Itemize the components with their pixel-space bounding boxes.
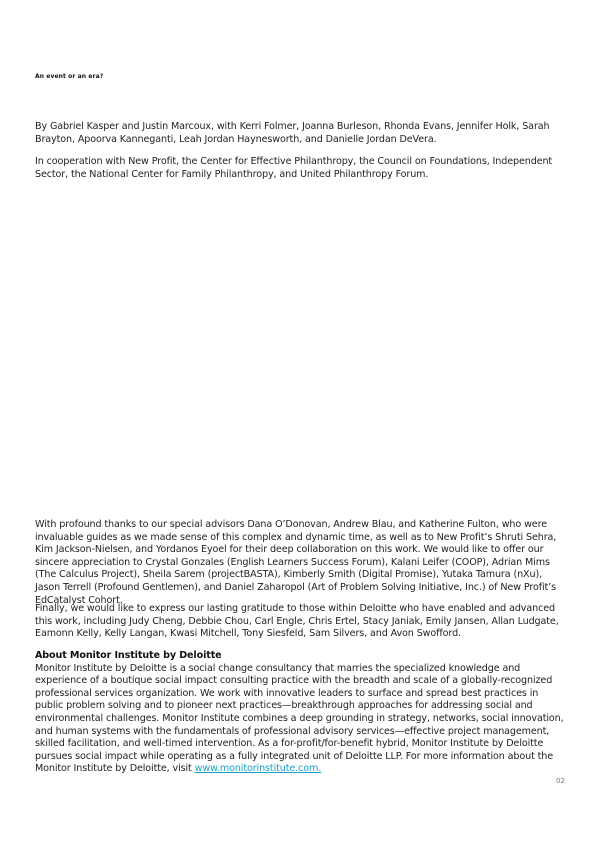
gratitude-text: Finally, we would like to express our lasting gratitude to those within Deloitte who have enabled and advanced this work, including Judy Cheng, Debbie Chou, Carl Engle, Chris Ertel, Stacy Janiak, Emily Jansen, Allan Ludgate, Eamonn Kelly, Kelly Langan, Kwasi Mitchell, Tony Siesfeld, Sam Silvers, and Avon Swofford. [35, 603, 559, 640]
cooperation-text: In cooperation with New Profit, the Center for Effective Philanthropy, the Council on Foundations, Independent Sector, the National Center for Family Philanthropy, and United Philanthropy Forum. [35, 156, 553, 180]
page-number: 02 [556, 777, 565, 785]
authors-text: By Gabriel Kasper and Justin Marcoux, with Kerri Folmer, Joanna Burleson, Rhonda Evans, Jennifer Holk, Sarah Brayton, Apoorva Kanneganti, Leah Jordan Haynesworth, and Danielle Jordan DeVera. [35, 121, 550, 145]
monitor-institute-link[interactable]: www.monitorinstitute.com. [194, 763, 322, 775]
about-title: About Monitor Institute by Deloitte [35, 650, 222, 661]
acknowledgements-gratitude [35, 603, 567, 641]
authors-credit [35, 121, 567, 146]
acknowledgements-thanks [35, 519, 567, 607]
thanks-text: With profound thanks to our special advisors Dana O’Donovan, Andrew Blau, and Katherine Fulton, who were invaluable guides as we made sense of this complex and dynamic time, as well as to New Profit’s Shruti Sehra, Kim Jackson-Nielsen, and Yordanos Eyoel for their deep collaboration on this work. We would like to offer our sincere appreciation to Crystal Gonzales (English Learners Success Forum), Kalani Leifer (COOP), Adrian Mims (The Calculus Project), Sheila Sarem (projectBASTA), Kimberly Smith (Digital Promise), Yutaka Tamura (nXu), Jason Terrell (Profound Gentlemen), and Daniel Zaharopol (Art of Problem Solving Initiative, Inc.) of New Profit’s EdCatalyst Cohort. [35, 519, 557, 606]
cooperation-credit [35, 156, 567, 181]
about-body [35, 663, 567, 776]
about-section [35, 650, 567, 776]
running-title: An event or an era? [35, 73, 104, 80]
about-body-text: Monitor Institute by Deloitte is a social change consultancy that marries the specialized knowledge and experience of a boutique social impact consulting practice with the breadth and scale of a globally-recognized professional services organization. We work with innovative leaders to surface and spread best practices in public problem solving and to pioneer next practices—breakthrough approaches for addressing social and environmental challenges. Monitor Institute combines a deep grounding in strategy, networks, social innovation, and human systems with the fundamentals of professional advisory services—effective project management, skilled facilitation, and well-timed intervention. As a for-profit/for-benefit hybrid, Monitor Institute by Deloitte pursues social impact while operating as a fully integrated unit of Deloitte LLP. For more information about the Monitor Institute by Deloitte, visit [35, 662, 564, 775]
